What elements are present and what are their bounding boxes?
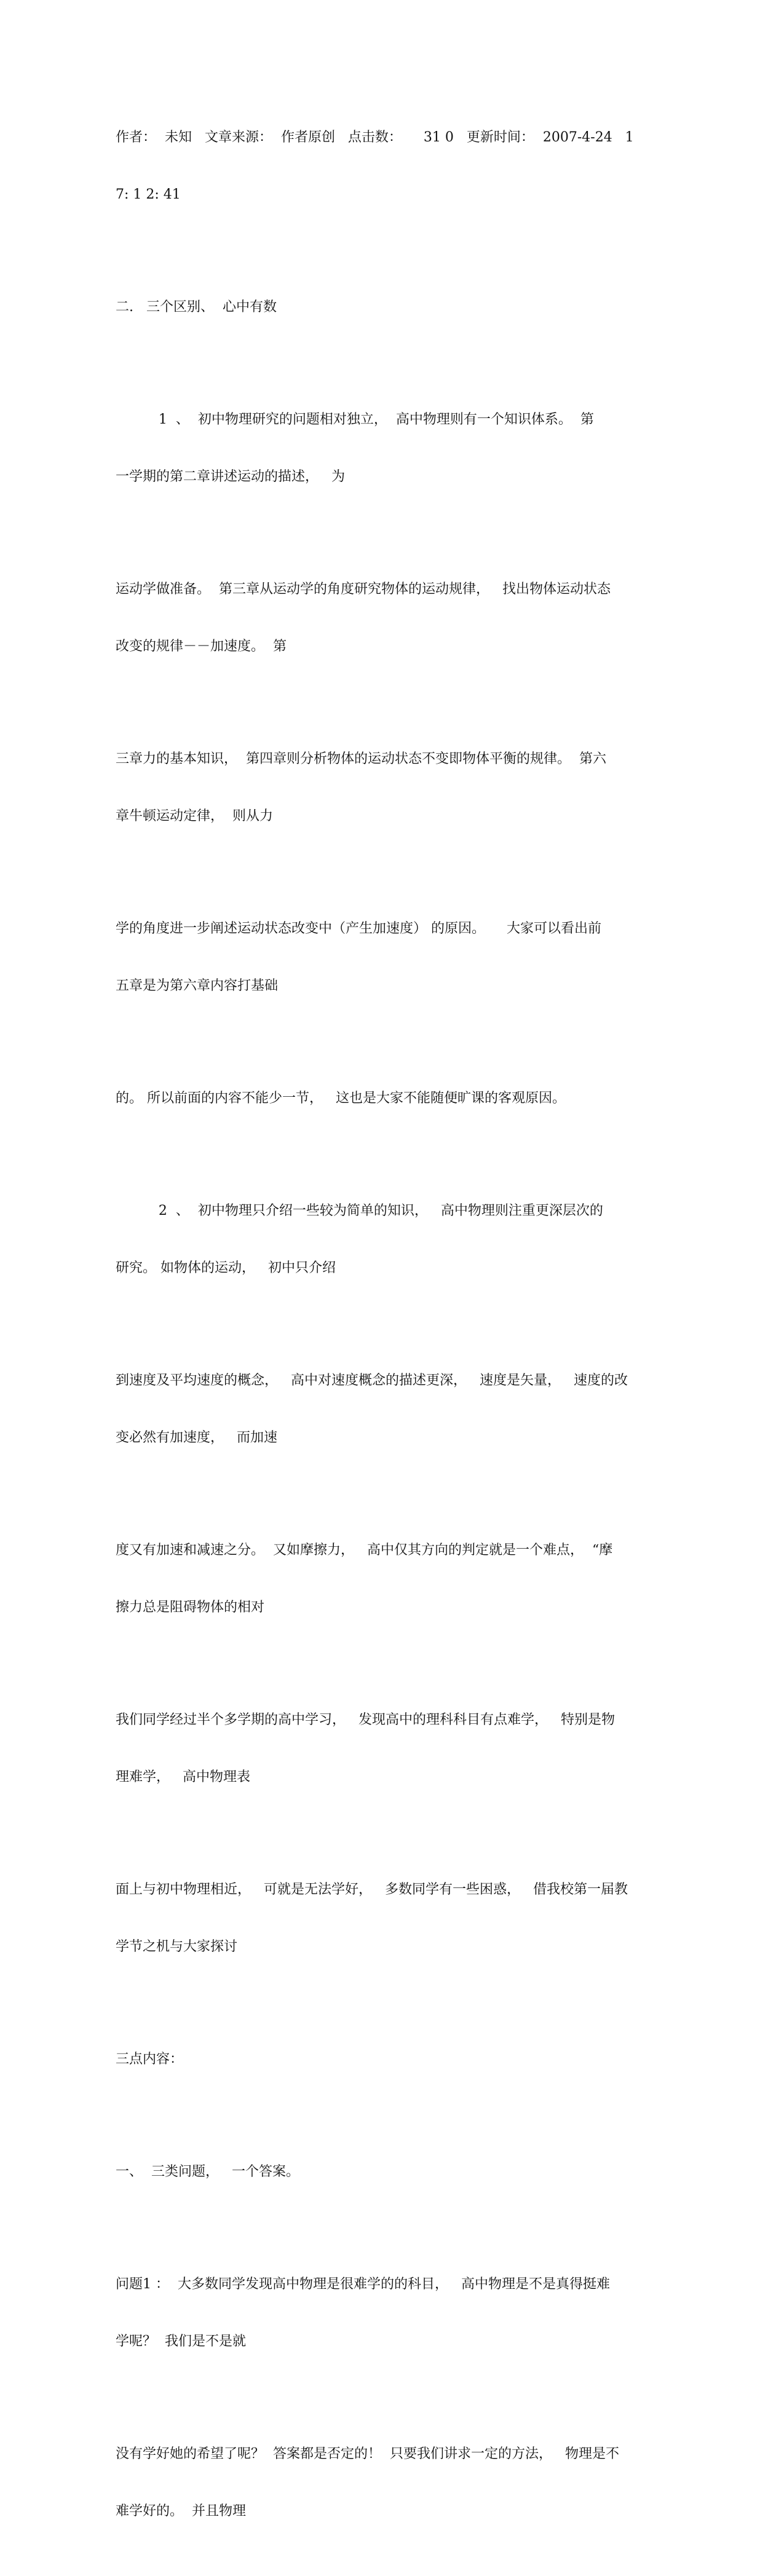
paragraph [116, 2406, 672, 2559]
text-line: 一学期的第二章讲述运动的描述， 为 [116, 469, 345, 484]
document-body [116, 90, 672, 2576]
paragraph [116, 2237, 672, 2389]
text-line: 学的角度进一步阐述运动状态改变中（产生加速度） 的原因。 大家可以看出前 [116, 921, 601, 936]
text-line: 作者： 未知 文章来源： 作者原创 点击数： 31 0 更新时间： 2007-4-24 1 [116, 130, 634, 145]
paragraph [116, 1333, 672, 1485]
text-line: 研究。 如物体的运动， 初中只介绍 [116, 1260, 336, 1276]
paragraph [116, 881, 672, 1033]
paragraph [116, 1672, 672, 1825]
text-line: 章牛顿运动定律， 则从力 [116, 808, 273, 824]
paragraph [116, 1503, 672, 1655]
paragraph [116, 1051, 672, 1146]
section-heading [116, 259, 672, 355]
text-line: 理难学， 高中物理表 [116, 1769, 250, 1785]
text-line: 2 、 初中物理只介绍一些较为简单的知识， 高中物理则注重更深层次的 [116, 1203, 603, 1219]
text-line: 学节之机与大家探讨 [116, 1939, 238, 1954]
text-line: 五章是为第六章内容打基础 [116, 978, 279, 994]
text-line: 我们同学经过半个多学期的高中学习， 发现高中的理科科目有点难学， 特别是物 [116, 1712, 615, 1728]
paragraph [116, 1842, 672, 1994]
text-line: 难学好的。 并且物理 [116, 2503, 246, 2519]
text-line: 三章力的基本知识， 第四章则分析物体的运动状态不变即物体平衡的规律。 第六 [116, 751, 606, 767]
text-line: 三点内容： [116, 2052, 184, 2067]
text-line: 1 、 初中物理研究的问题相对独立， 高中物理则有一个知识体系。 第 [116, 412, 594, 427]
text-line: 变必然有加速度， 而加速 [116, 1430, 277, 1445]
text-line: 一、 三类问题， 一个答案。 [116, 2164, 299, 2179]
text-line: 问题1 ： 大多数同学发现高中物理是很难学的的科目， 高中物理是不是真得挺难 [116, 2277, 610, 2292]
text-line: 二. 三个区别、 心中有数 [116, 299, 277, 315]
text-line: 改变的规律－－加速度。 第 [116, 639, 287, 654]
paragraph [116, 542, 672, 694]
paragraph [116, 2012, 672, 2107]
text-line: 7: 1 2: 41 [116, 187, 181, 202]
text-line: 到速度及平均速度的概念， 高中对速度概念的描述更深， 速度是矢量， 速度的改 [116, 1373, 628, 1388]
text-line: 运动学做准备。 第三章从运动学的角度研究物体的运动规律， 找出物体运动状态 [116, 582, 611, 597]
paragraph [116, 372, 672, 524]
text-line: 学呢？ 我们是不是就 [116, 2334, 246, 2349]
text-line: 度又有加速和减速之分。 又如摩擦力， 高中仅其方向的判定就是一个难点， “摩 [116, 1543, 613, 1558]
text-line: 的。 所以前面的内容不能少一节， 这也是大家不能随便旷课的客观原因。 [116, 1091, 566, 1106]
text-line: 擦力总是阻碍物体的相对 [116, 1600, 265, 1615]
article-meta [116, 90, 672, 242]
text-line: 没有学好她的希望了呢？ 答案都是否定的！ 只要我们讲求一定的方法， 物理是不 [116, 2446, 619, 2462]
section-heading [116, 2124, 672, 2219]
text-line: 面上与初中物理相近， 可就是无法学好， 多数同学有一些困惑， 借我校第一届教 [116, 1882, 628, 1897]
paragraph [116, 711, 672, 864]
paragraph [116, 1163, 672, 1316]
